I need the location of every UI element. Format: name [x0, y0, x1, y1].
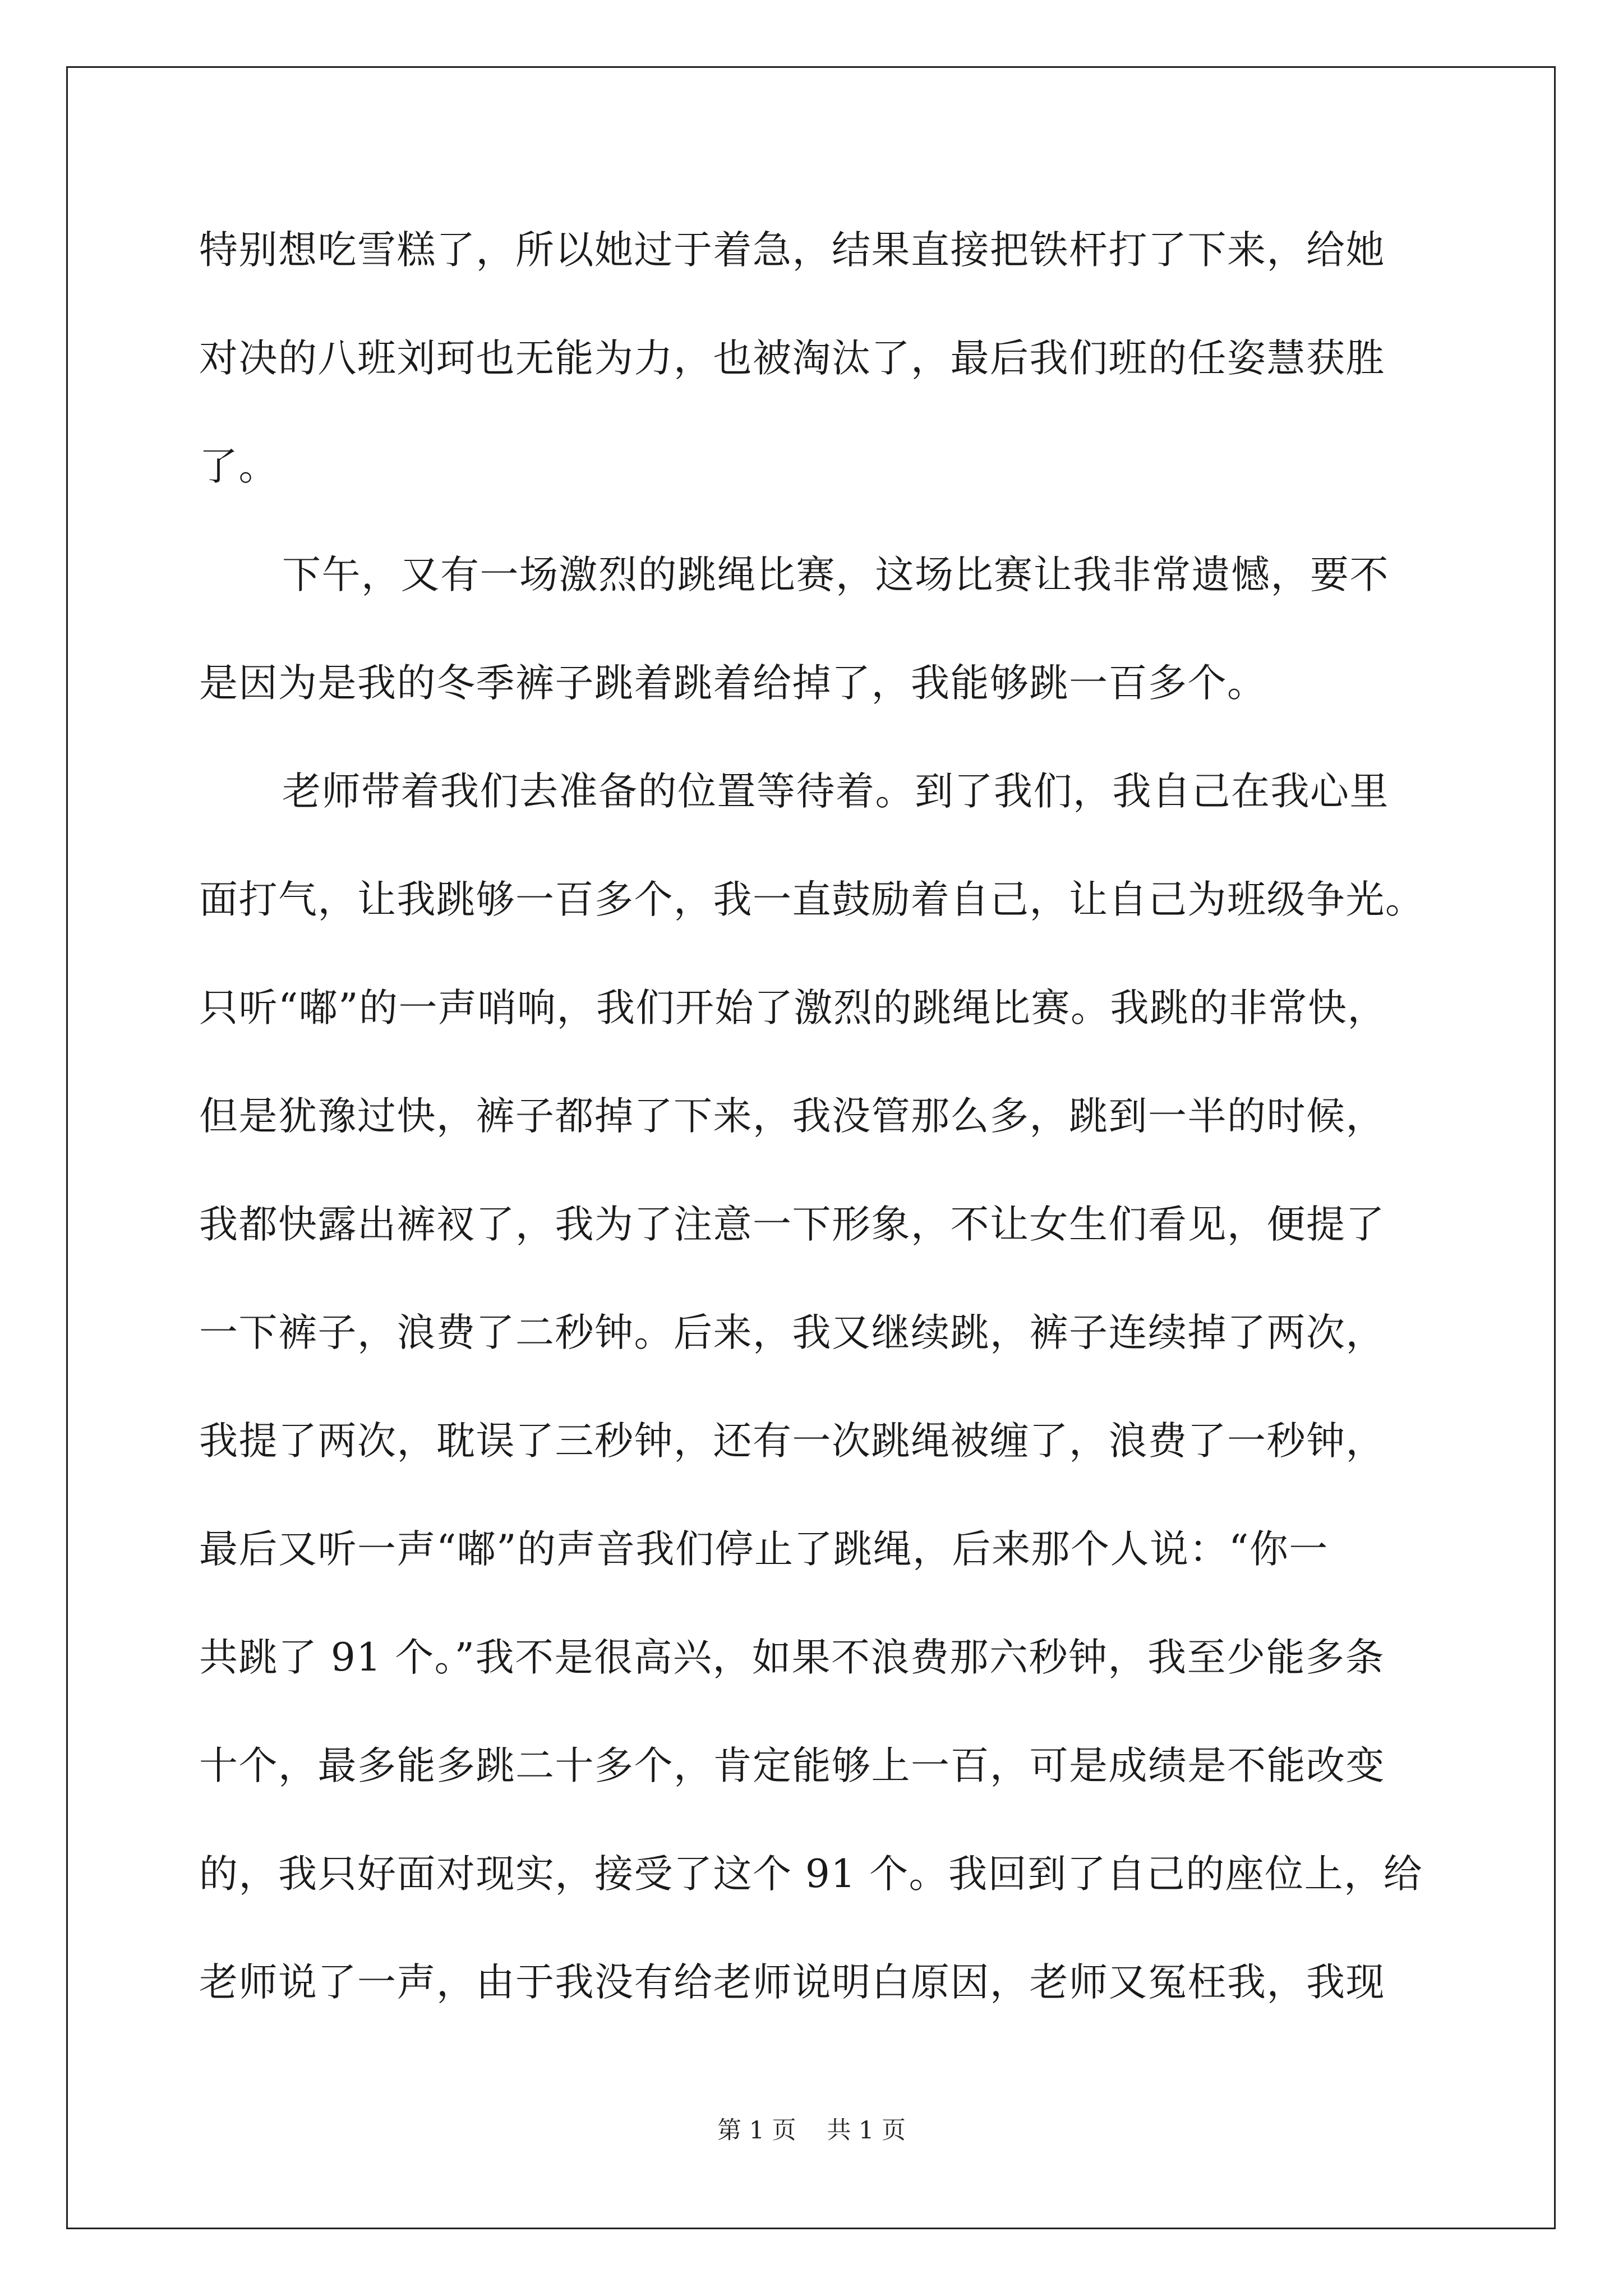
text-line: 但是犹豫过快，裤子都掉了下来，我没管那么多，跳到一半的时候， — [199, 1094, 1385, 1139]
text-line: 最后又听一声“嘟”的声音我们停止了跳绳，后来那个人说：“你一 — [199, 1527, 1329, 1572]
text-line: 我提了两次，耽误了三秒钟，还有一次跳绳被缠了，浪费了一秒钟， — [199, 1419, 1385, 1464]
text-line: 的，我只好面对现实，接受了这个 91 个。我回到了自己的座位上，给 — [199, 1852, 1423, 1897]
text-line: 面打气，让我跳够一百多个，我一直鼓励着自己，让自己为班级争光。 — [199, 877, 1425, 922]
page-number-footer: 第 1 页 共 1 页 — [717, 2116, 906, 2145]
text-line: 老师说了一声，由于我没有给老师说明白原因，老师又冤枉我，我现 — [199, 1960, 1385, 2005]
text-line: 只听“嘟”的一声哨响，我们开始了激烈的跳绳比赛。我跳的非常快， — [199, 986, 1387, 1030]
text-line: 是因为是我的冬季裤子跳着跳着给掉了，我能够跳一百多个。 — [199, 661, 1267, 706]
text-line: 了。 — [199, 444, 278, 489]
text-line: 特别想吃雪糕了，所以她过于着急，结果直接把铁杆打了下来，给她 — [199, 228, 1385, 273]
paragraph-start-line: 下午，又有一场激烈的跳绳比赛，这场比赛让我非常遗憾，要不 — [282, 553, 1389, 597]
paragraph-start-line: 老师带着我们去准备的位置等待着。到了我们，我自己在我心里 — [282, 769, 1389, 814]
text-line: 十个，最多能多跳二十多个，肯定能够上一百，可是成绩是不能改变 — [199, 1743, 1385, 1788]
text-line: 我都快露出裤衩了，我为了注意一下形象，不让女生们看见，便提了 — [199, 1202, 1385, 1247]
text-line: 对决的八班刘珂也无能为力，也被淘汰了，最后我们班的任姿慧获胜 — [199, 336, 1385, 381]
text-line: 一下裤子，浪费了二秒钟。后来，我又继续跳，裤子连续掉了两次， — [199, 1310, 1385, 1355]
text-line: 共跳了 91 个。”我不是很高兴，如果不浪费那六秒钟，我至少能多条 — [199, 1635, 1385, 1680]
document-body — [199, 218, 1450, 2058]
